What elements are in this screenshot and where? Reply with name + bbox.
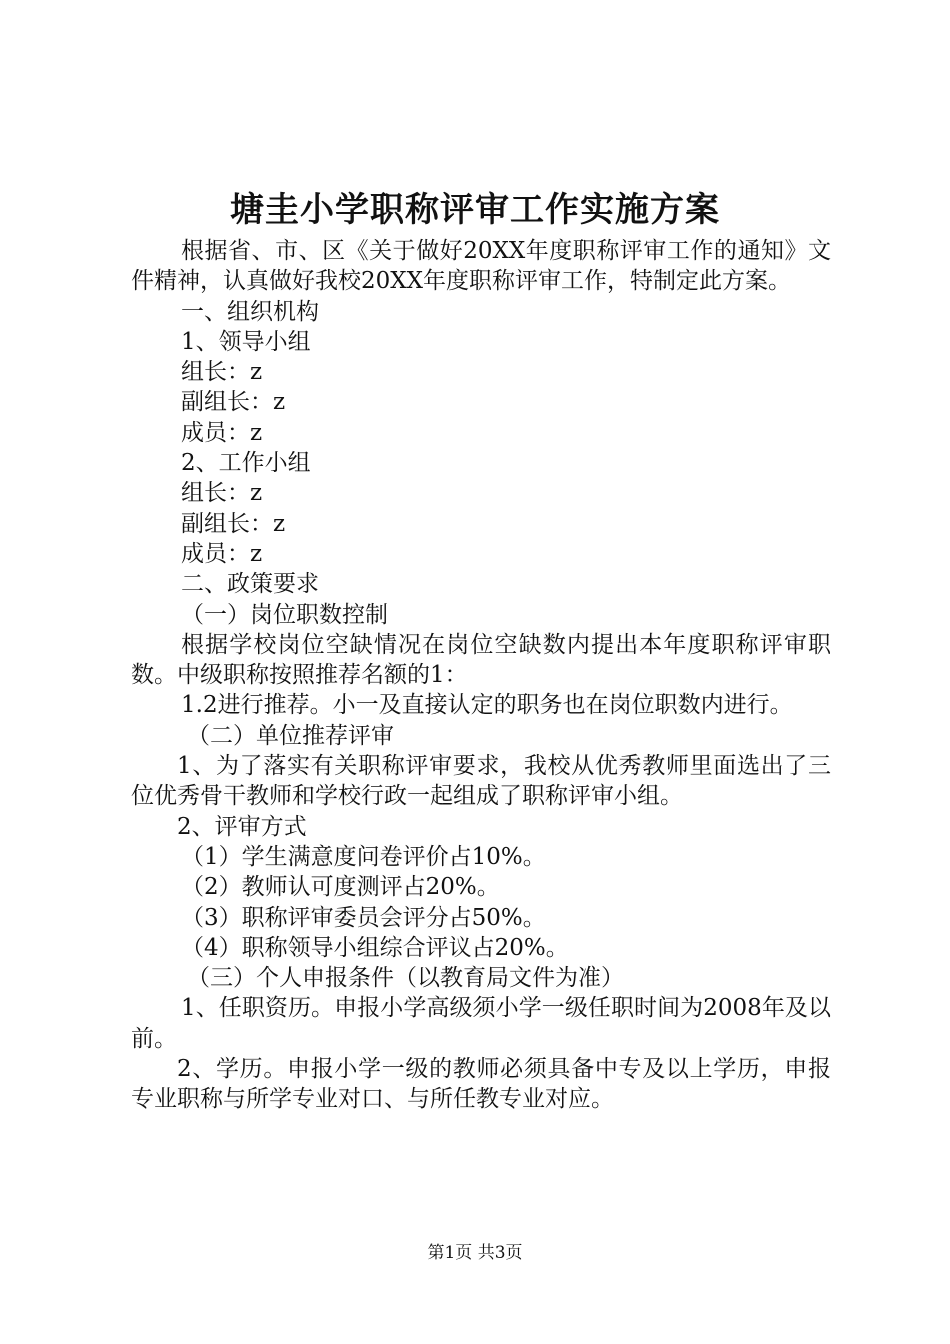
working-group-leader: 组长：z <box>181 480 263 507</box>
leadership-group-leader: 组长：z <box>181 359 263 386</box>
subsection-leadership-group: 1、领导小组 <box>181 328 311 355</box>
condition-qualification: 1、任职资历。申报小学高级须小学一级任职时间为2008年及以前。 <box>131 995 831 1052</box>
section-heading-policy: 二、政策要求 <box>181 571 319 598</box>
intro-paragraph: 根据省、市、区《关于做好20XX年度职称评审工作的通知》文件精神，认真做好我校20XX年度职称评审工作，特制定此方案。 <box>131 238 831 295</box>
review-method-item-3: （3）职称评审委员会评分占50%。 <box>181 904 546 931</box>
subsection-review-method: 2、评审方式 <box>177 813 307 840</box>
subsection-post-quota: （一）岗位职数控制 <box>181 601 388 628</box>
leadership-group-members: 成员：z <box>181 419 263 446</box>
subsection-working-group: 2、工作小组 <box>181 450 311 477</box>
leadership-group-deputy: 副组长：z <box>181 389 286 416</box>
subsection-application-conditions: （三）个人申报条件（以教育局文件为准） <box>187 965 624 992</box>
review-method-item-2: （2）教师认可度测评占20%。 <box>181 874 500 901</box>
review-method-item-1: （1）学生满意度问卷评价占10%。 <box>181 843 546 870</box>
post-quota-continuation: 1.2进行推荐。小一及直接认定的职务也在岗位职数内进行。 <box>181 692 793 719</box>
document-title: 塘圭小学职称评审工作实施方案 <box>230 190 720 230</box>
working-group-deputy: 副组长：z <box>181 510 286 537</box>
unit-review-paragraph: 1、为了落实有关职称评审要求，我校从优秀教师里面选出了三位优秀骨干教师和学校行政一起组成了职称评审小组。 <box>131 753 831 810</box>
page-footer: 第1页 共3页 <box>427 1243 523 1263</box>
working-group-members: 成员：z <box>181 540 263 567</box>
document-body <box>131 236 831 1115</box>
post-quota-paragraph: 根据学校岗位空缺情况在岗位空缺数内提出本年度职称评审职数。中级职称按照推荐名额的1： <box>131 631 831 689</box>
review-method-item-4: （4）职称领导小组综合评议占20%。 <box>181 934 569 961</box>
subsection-unit-review: （二）单位推荐评审 <box>187 722 394 749</box>
section-heading-organization: 一、组织机构 <box>181 298 319 325</box>
condition-education: 2、学历。申报小学一级的教师必须具备中专及以上学历，申报专业职称与所学专业对口、与所任教专业对应。 <box>131 1056 831 1113</box>
